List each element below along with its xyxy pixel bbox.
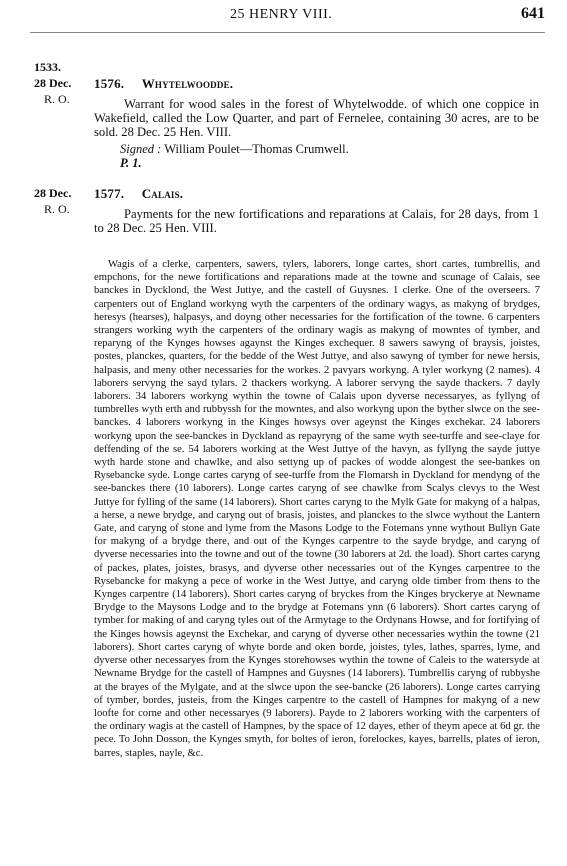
- entry-number: 1577.: [94, 186, 125, 201]
- entry-title: Calais.: [141, 186, 184, 201]
- page-count: P. 1.: [120, 156, 142, 170]
- entry-date: 28 Dec.: [34, 186, 72, 200]
- page-number: 641: [521, 5, 545, 22]
- signed-label: Signed :: [120, 142, 162, 156]
- signed-line: [120, 142, 349, 156]
- entry-title: Whytelwoodde.: [141, 76, 234, 91]
- entry-number: 1576.: [94, 76, 125, 91]
- entry-date: 28 Dec.: [34, 76, 72, 90]
- entry-heading-1577: [94, 186, 183, 202]
- running-title: 25 HENRY VIII.: [230, 7, 333, 22]
- entry-source: R. O.: [44, 202, 70, 216]
- entry-heading-1576: [94, 76, 233, 92]
- entry-source: R. O.: [44, 92, 70, 106]
- entry-year: 1533.: [34, 60, 61, 74]
- header-rule: [30, 32, 545, 33]
- entry-summary: Payments for the new fortifications and reparations at Calais, for 28 days, from 1 to 28 Dec. 25 Hen. VIII.: [94, 207, 539, 235]
- entry-summary: Warrant for wood sales in the forest of Whytelwodde. of which one coppice in Wakefield, called the Low Quarter, and part of Fernelee, containing 30 acres, are to be sold. 28 Dec. 25 Hen. VIII.: [94, 97, 539, 139]
- signed-names: William Poulet—Thomas Crumwell.: [161, 142, 349, 156]
- entry-body-text: Wagis of a clerke, carpenters, sawers, tylers, laborers, longe cartes, short cartes, tumbrellis, and empchons, for the newe fortifications and reparations made at the towne and scunage of Calais, see banckes in Dycklond, the West Juttye, and the castell of Guysnes. 1 clerke. One of the overseers. 7 carpenters out of England workyng wyth the carpenters of the ordinary wagys, as makyng of brydges, heresys (hearses), halpasys, and doyng other necessaries for the fortification of the towne. 6 carpenters strangers working wyth the carpenters of the ordinary wagis as makyng of mowntes of tymber, and reparyng of the Kynges howses agaynst the Kinges exchequer. 8 sawers sawyng of braysis, joistes, postes, planckes, quarters, for the bedde of the West Juttye, and also sawyng of tymber for newe hersis, halpasis, and meny other necessaries for the workes. 2 pavyars workyng. A tyler workyng (2 names). 4 laborers servyng the sayd tylars. 2 thackers workyng. A laborer servyng the sayde thackers. 7 dayly laborers. 34 laborers workyng wythin the towne of Calais upon dyverse necessaryes, as fyllyng of tumbrelles wyth erth and rubbyssh for the mowntes, and also workyng upon the byther slwce on the see-banckes. 4 laborers workyng in the Kinges howsys over ageynst the Kinges exchekar. 24 laborers workyng upon the see-banckes in Dyckland as repayryng of the same wyth see-turffe and see-claye for deffending of the se. 54 laborers working at the West Juttye of the havyn, as fyllyng the sayde juttye wyth harde stone and chawlke, and also settyng up of packes of wodde alongest the see-bankes on Rysebancke syde. Longe cartes caryng of see-turffe from the Flomarsh in Dyckland for mendyng of the see-banckes there (10 laborers). Longe cartes caryng of see chawlke from Scalys clevys to the West Juttye for fylling of the same (14 laborers). Short cartes caryng to the Mylk Gate for makyng of a halpas, a herse, a newe brydge, and caryng out of brasis, joistes, and planckes to the slwce wythout the Lantern Gate, and caryng of stone and lyme from the Masons Lodge to the Fotemans ynne wythout Bullyn Gate for makyng of a brydge there, and out of the Kynges carpentre to the sayde brydge, and caryng of dyverse necessaries into the towne and out of the towne (30 laborers at 2d. the load). Short cartes caryng of packes, plates, joistes, brasys, and dyverse other necessaries out of the Kynges carpentree to the Rysebancke for makyng a pece of worke in the West Juttye, and caryng olde timber from thens to the Kynges carpentre (14 laborers). Short cartes caryng of bryckes from the Kinges bryckerye at Newname Brydge to the Maysons Lodge and to the brydge at Fotemans ynn (6 laborers). Short cartes caryng of tymber for making of and caryng tyles out of the Armytage to the Ordynans Howse, and for fortifying of the Kinges howsis ageynst the Exchekar, and caryng of dyverse other necessaries wythin the towne (21 laborers). Short cartes caryng of whyte borde and oken borde, joistes, tyles, lathes, sparres, lyme, and dyverse other necessaryes from the Kynges storehowses wythin the towne of Caleis to the watersyde at Newname Brydge for the castell of Hampnes and Guysnes (14 laborers). Tumbrellis caryng of rubbyshe at the brayes of the Mylgate, and at the slwce upon the see-bancke (26 laborers). Longe cartes carrying of tymber, bordes, justeis, from the Kinges carpentre to the castell of Hampnes for makyng of a new loofte for corne and other necessaryes (9 laborers). Payde to 2 laborers working with the carpenters of the ordinary wagis at the castell of Hampnes, by the space of 12 dayes, ether of theym apece at 6d gr. the pece. To John Dosson, the Kynges smyth, for boltes of ieron, forelockes, kayes, barrells, plates of ieron, barres, staples, nayle, &c.: [94, 259, 540, 759]
